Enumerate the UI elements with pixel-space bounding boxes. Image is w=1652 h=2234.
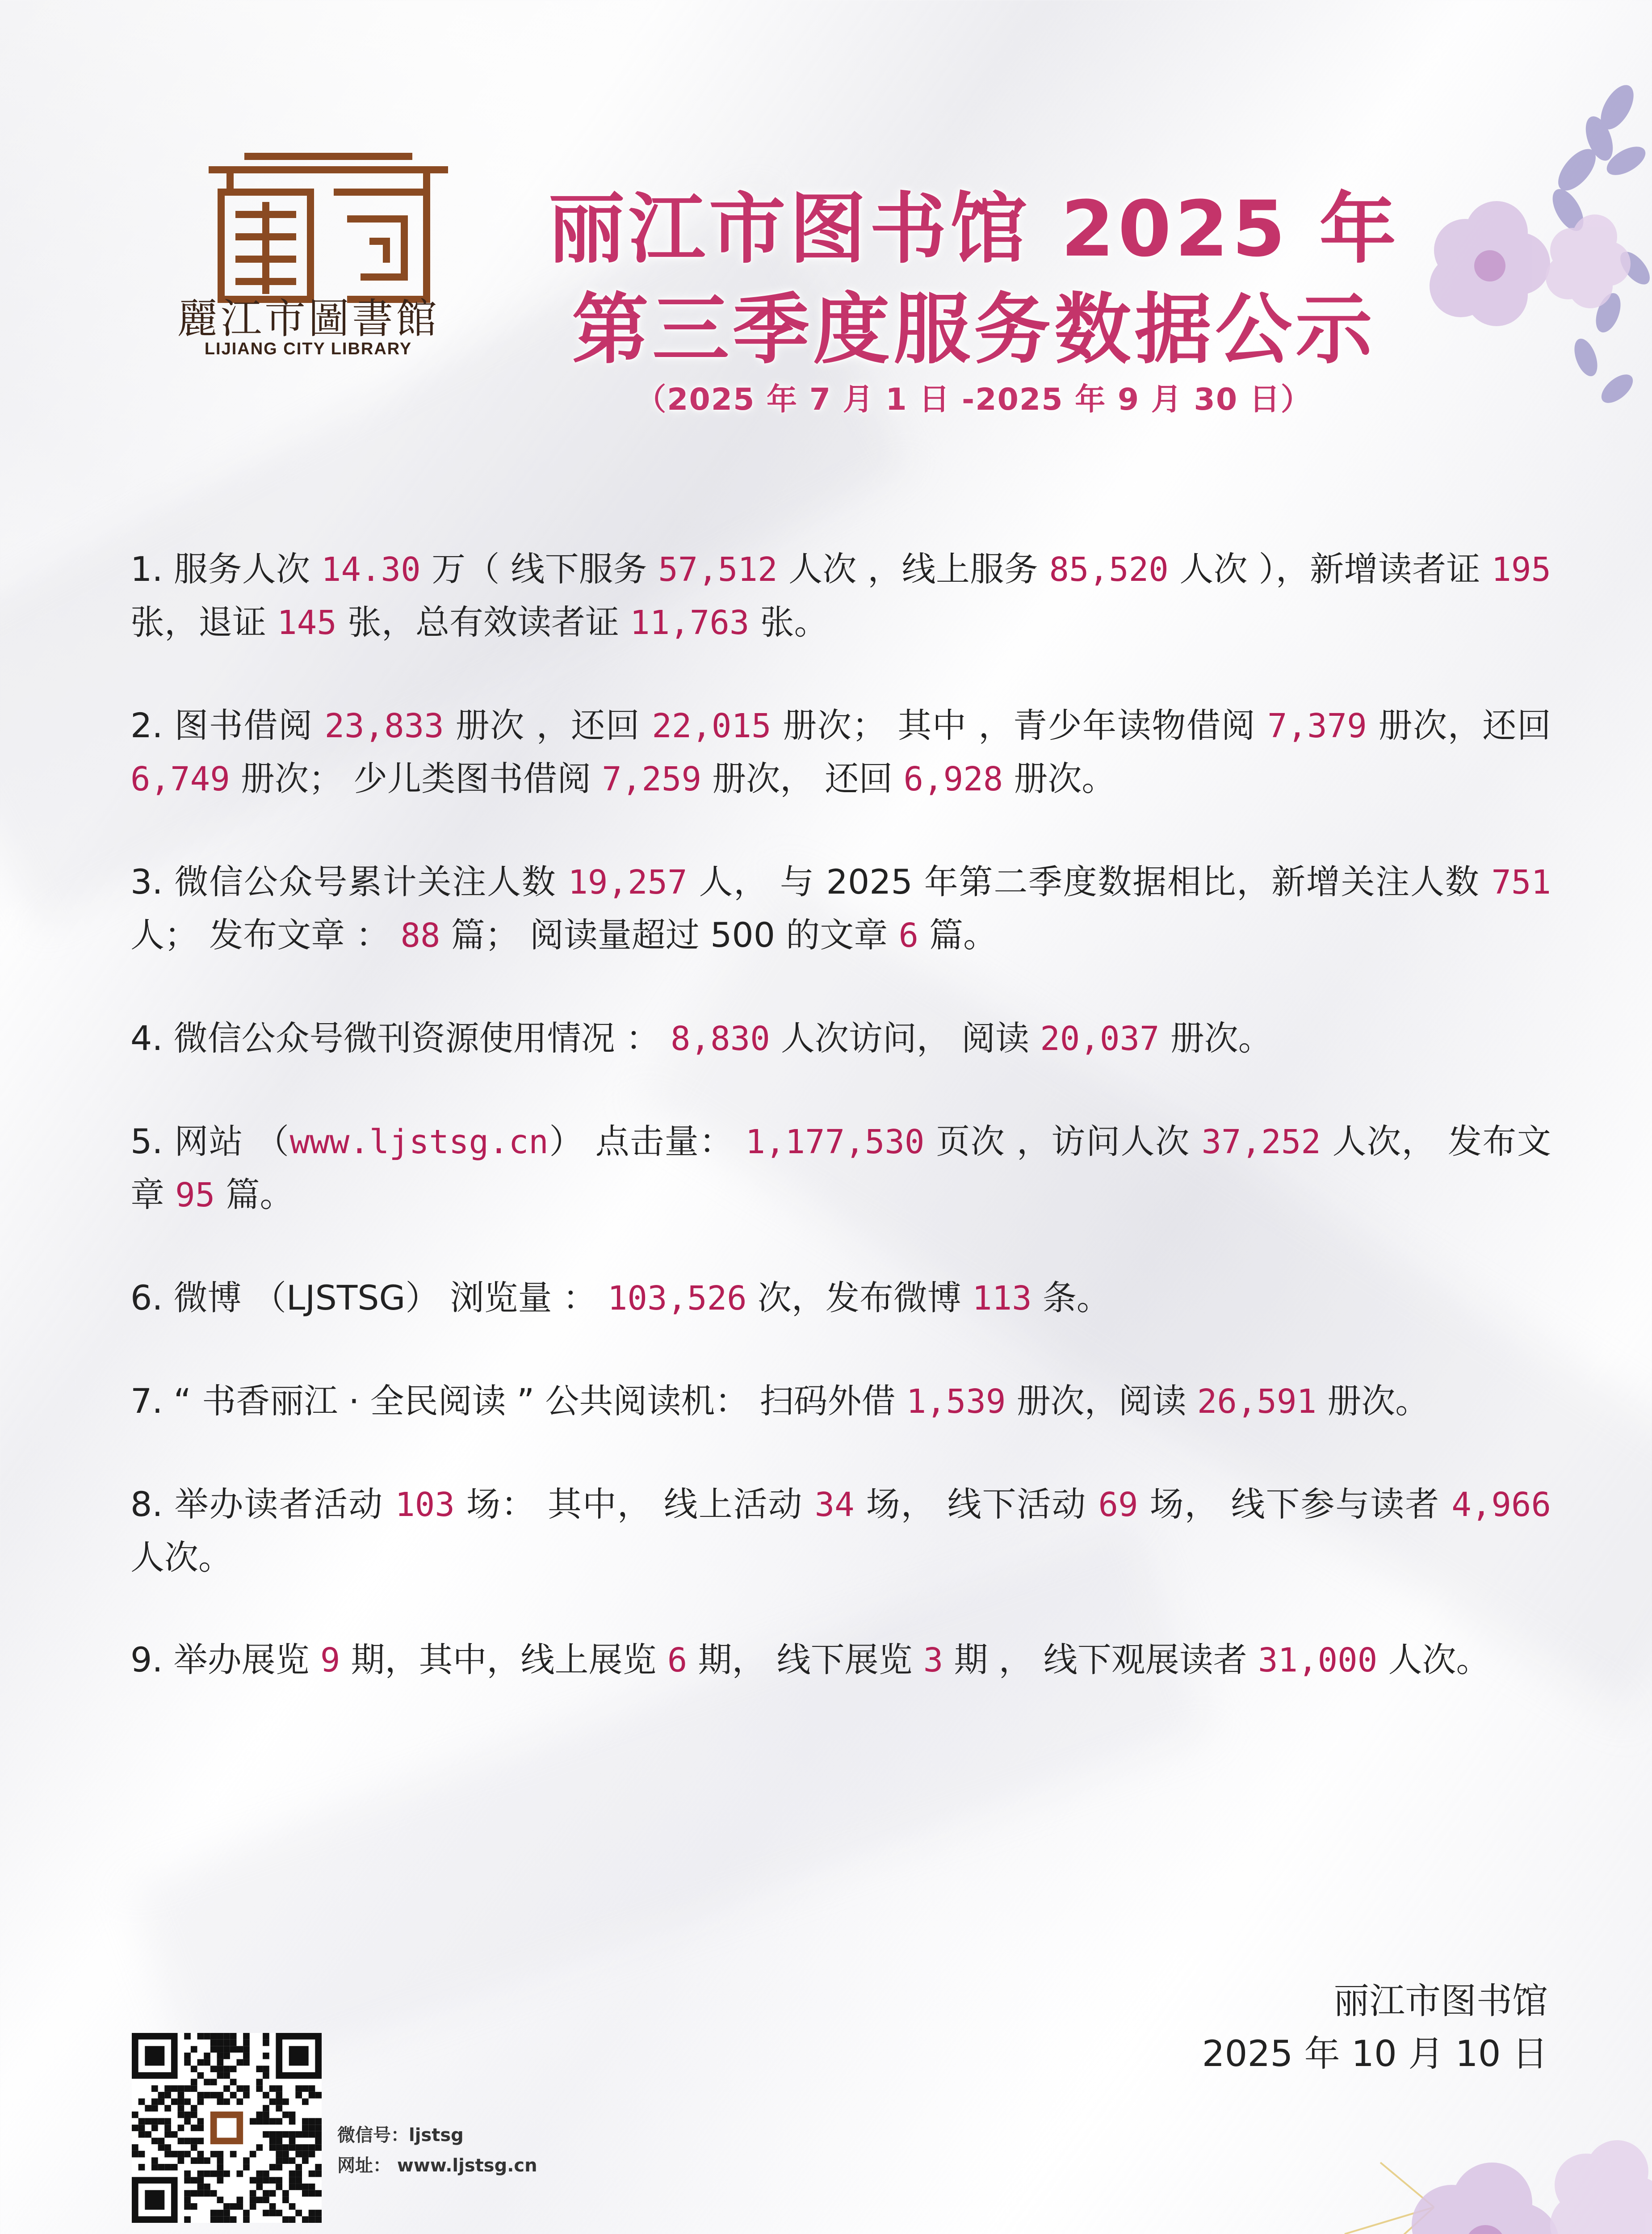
list-item (130, 543, 1551, 649)
stat-value: 69 (1098, 1486, 1138, 1524)
stat-text: 册次。 (1003, 759, 1116, 798)
stat-value: 113 (972, 1279, 1032, 1318)
stat-text: 2. 图书借阅 (130, 705, 325, 745)
stat-text: 期，其中，线上展览 (340, 1640, 667, 1680)
page-title-line1: 丽江市图书馆 2025 年 (548, 184, 1400, 274)
stat-text: 人次。 (130, 1537, 232, 1577)
stat-value: 20,037 (1040, 1020, 1160, 1058)
stat-value: 37,252 (1201, 1123, 1321, 1161)
library-name-en: LIJIANG CITY LIBRARY (204, 340, 412, 358)
stat-value: 19,257 (568, 863, 688, 902)
stat-value: 3 (923, 1641, 943, 1680)
stat-text: 8. 举办读者活动 (130, 1484, 395, 1524)
stat-text: 篇； 阅读量超过 500 的文章 (440, 915, 899, 955)
signature-org: 丽江市图书馆 (1333, 1980, 1548, 2022)
stat-text: ） 点击量： (548, 1121, 746, 1161)
stat-text: 6. 微博 （LJSTSG） 浏览量 ： (130, 1278, 608, 1318)
stat-text: 张。 (749, 602, 828, 642)
wechat-id: 微信号：ljstsg (337, 2125, 464, 2146)
stat-text: 册次； 其中 ，青少年读物借阅 (771, 705, 1267, 745)
stat-text: 册次； 少儿类图书借阅 (230, 759, 602, 798)
signature-date: 2025 年 10 月 10 日 (1202, 2033, 1548, 2074)
stat-value: 6,749 (130, 760, 230, 798)
stat-text: 册次 ，还回 (444, 705, 652, 745)
list-item (130, 1115, 1551, 1222)
stat-text: 张，退证 (130, 602, 277, 642)
stat-text: 期 ， 线下观展读者 (943, 1640, 1258, 1680)
stat-text: 场， 线下参与读者 (1138, 1484, 1452, 1524)
service-data-list (130, 543, 1551, 1737)
stat-value: 6 (898, 916, 919, 955)
stat-value: 4,966 (1451, 1486, 1551, 1524)
stat-text: 场， 线下活动 (854, 1484, 1099, 1524)
stat-value: 6 (667, 1641, 688, 1680)
stat-value: 11,763 (630, 604, 750, 642)
stat-text: 册次，还回 (1367, 705, 1551, 745)
stat-text: 人次访问， 阅读 (770, 1018, 1040, 1058)
stat-text: 期， 线下展览 (687, 1640, 923, 1680)
stat-value: www.ljstsg.cn (289, 1123, 549, 1161)
page-title-line2: 第三季度服务数据公示 (572, 285, 1376, 374)
stat-value: 23,833 (324, 707, 444, 745)
stat-text: 人次。 (1377, 1640, 1490, 1680)
stat-text: 5. 网站 （ (130, 1121, 290, 1161)
stat-text: 册次， 还回 (701, 759, 904, 798)
stat-text: 场： 其中， 线上活动 (454, 1484, 815, 1524)
stat-text: 篇。 (918, 915, 998, 955)
stat-value: 103 (395, 1486, 455, 1524)
stat-value: 22,015 (652, 707, 771, 745)
stat-value: 6,928 (903, 760, 1003, 798)
list-item (130, 1634, 1551, 1687)
stat-value: 1,539 (906, 1382, 1006, 1421)
stat-text: 人次， 发布文章 (130, 1121, 1551, 1214)
stat-text: 篇。 (215, 1175, 294, 1214)
qr-code[interactable] (132, 2033, 322, 2223)
stat-value: 85,520 (1049, 550, 1169, 589)
stat-text: 次，发布微博 (746, 1278, 973, 1318)
signature (1117, 1975, 1548, 2080)
stat-text: 页次 ，访问人次 (924, 1121, 1202, 1161)
stat-text: 人次 ），新增读者证 (1168, 549, 1492, 589)
stat-value: 7,379 (1267, 707, 1367, 745)
stat-text: 万（ 线下服务 (420, 549, 658, 589)
list-item (130, 699, 1551, 806)
library-name-cn: 麗江市圖書館 (176, 295, 440, 343)
stat-text: 9. 举办展览 (130, 1640, 320, 1680)
stat-value: 145 (277, 604, 337, 642)
stat-text: 张，总有效读者证 (336, 602, 630, 642)
stat-text: 条。 (1031, 1278, 1111, 1318)
stat-text: 7. “ 书香丽江 · 全民阅读 ” 公共阅读机： 扫码外借 (130, 1381, 906, 1421)
stat-value: 751 (1491, 863, 1551, 902)
contact-info (337, 2120, 537, 2181)
stat-text: 人次 ，线上服务 (777, 549, 1049, 589)
stat-value: 88 (400, 916, 440, 955)
stat-value: 57,512 (658, 550, 778, 589)
date-range: （2025 年 7 月 1 日 -2025 年 9 月 30 日） (636, 382, 1312, 417)
list-item (130, 1012, 1551, 1065)
list-item (130, 856, 1551, 962)
stat-value: 34 (814, 1486, 855, 1524)
stat-value: 7,259 (602, 760, 702, 798)
stat-text: 3. 微信公众号累计关注人数 (130, 862, 568, 902)
stat-text: 人； 发布文章 ： (130, 915, 401, 955)
stat-text: 人， 与 2025 年第二季度数据相比，新增关注人数 (687, 862, 1492, 902)
list-item (130, 1375, 1551, 1428)
stat-value: 195 (1491, 550, 1551, 589)
stat-value: 8,830 (671, 1020, 770, 1058)
stat-value: 103,526 (607, 1279, 747, 1318)
stat-value: 1,177,530 (745, 1123, 925, 1161)
stat-value: 14.30 (321, 550, 421, 589)
website-url[interactable]: 网址： www.ljstsg.cn (337, 2155, 537, 2176)
stat-text: 册次，阅读 (1006, 1381, 1197, 1421)
stat-value: 9 (320, 1641, 340, 1680)
stat-value: 95 (175, 1176, 215, 1214)
flower-decoration-bottom (1318, 2109, 1652, 2234)
list-item (130, 1272, 1551, 1325)
stat-text: 4. 微信公众号微刊资源使用情况 ： (130, 1018, 671, 1058)
stat-text: 册次。 (1317, 1381, 1430, 1421)
list-item (130, 1478, 1551, 1583)
stat-value: 26,591 (1197, 1382, 1317, 1421)
stat-value: 31,000 (1258, 1641, 1378, 1680)
stat-text: 册次。 (1159, 1018, 1272, 1058)
stat-text: 1. 服务人次 (130, 549, 321, 589)
